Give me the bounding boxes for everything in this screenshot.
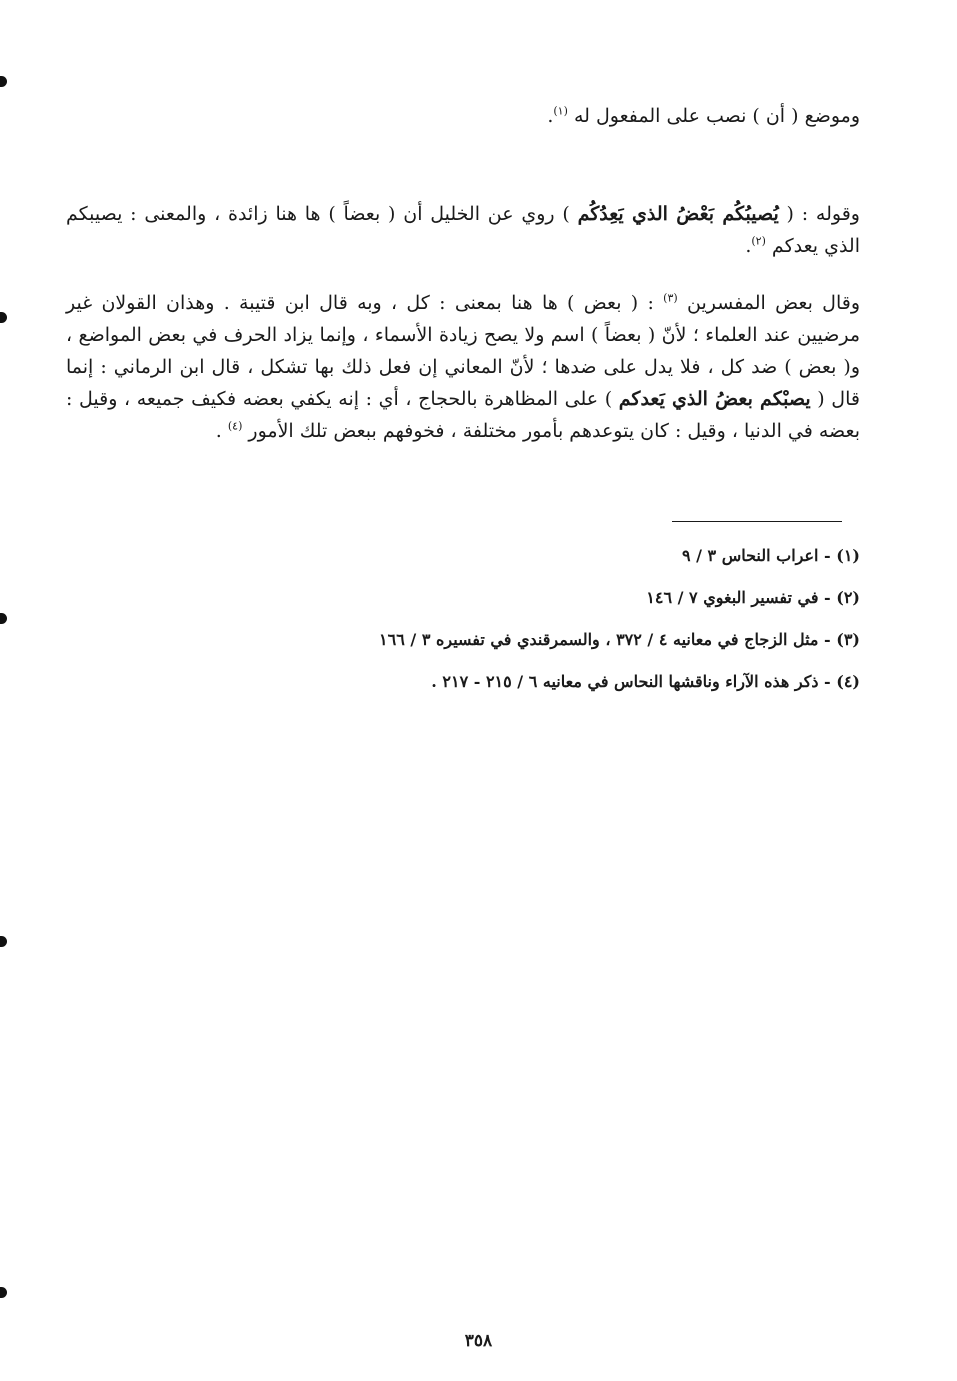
quran-verse: يُصيبُكُم بَعْضُ الذي يَعِدُكُم — [577, 203, 779, 225]
paragraph-3 — [66, 287, 860, 447]
footnote-item: (٢) - في تفسير البغوي ٧ / ١٤٦ — [646, 588, 860, 607]
paragraph-2-text: ) روي عن الخليل أن ( بعضاً ) ها هنا زائدة ، والمعنى : يصيبكم الذي يعدكم — [66, 203, 860, 257]
page-number: ٣٥٨ — [464, 1331, 493, 1351]
binding-mark — [0, 76, 7, 87]
paragraph-3-text-a: وقال بعض المفسرين — [686, 292, 860, 314]
binding-mark — [0, 936, 7, 947]
footnote-ref-4: (٤) — [227, 419, 243, 433]
paragraph-3-text-b: : ( بعض ) ها هنا بمعنى : كل ، وبه قال ابن قتيبة . وهذان القولان غير مرضيين عند العلماء ؛ لأنّ ( بعضاً ) اسم ولا يصح زيادة الأسماء ، وإنما يزاد الحرف في بعض المواضع ، و( بعض ) ضد كل ، فلا يدل على ضدها ؛ لأنّ المعاني إن فعل ذلك بها تشكل ، قال ابن الرماني : إنما قال ( — [66, 292, 860, 410]
footnotes — [200, 540, 860, 708]
footnote-item: (١) - اعراب النحاس ٣ / ٩ — [681, 546, 860, 565]
paragraph-3-text-c: ) على المظاهرة بالحجاج ، أي : إنه يكفي بعضه فكيف جميعه ، وقيل : بعضه في الدنيا ، وقيل : كان يتوعدهم بأمور مختلفة ، فخوفهم ببعض تلك الأمور — [66, 388, 860, 442]
footnote-item: (٤) - ذكر هذه الآراء وناقشها النحاس في معانيه ٦ / ٢١٥ - ٢١٧ . — [431, 672, 860, 691]
paragraph-2-intro: وقوله : ( — [786, 203, 860, 225]
footnote-item: (٣) - مثل الزجاج في معانيه ٤ / ٣٧٢ ، والسمرقندي في تفسيره ٣ / ١٦٦ — [379, 630, 860, 649]
paragraph-3-end: . — [215, 420, 222, 442]
footnote-ref-2: (٢) — [751, 234, 766, 248]
binding-mark — [0, 613, 7, 624]
footnote-separator — [672, 521, 842, 522]
binding-mark — [0, 312, 7, 323]
footnote-ref-1: (١) — [553, 104, 568, 118]
paragraph-1: وموضع ( أن ) نصب على المفعول له $^{(١)}$. — [547, 104, 860, 127]
footnote-ref-3: (٣) — [663, 291, 678, 305]
paragraph-2: وقوله : ( يُصيبُكُم بَعْضُ الذي يَعِدُكُم ) روي عن الخليل أن ( بعضاً ) ها هنا زائدة ، والمعنى : يصيبكم الذي يعدكم $^{(٢)}$. — [66, 203, 860, 257]
quran-verse: يصبْكم بعضُ الذي يَعدكم — [618, 388, 811, 410]
binding-mark — [0, 1287, 7, 1298]
paragraph-1-text: وموضع ( أن ) نصب على المفعول له — [573, 105, 860, 127]
